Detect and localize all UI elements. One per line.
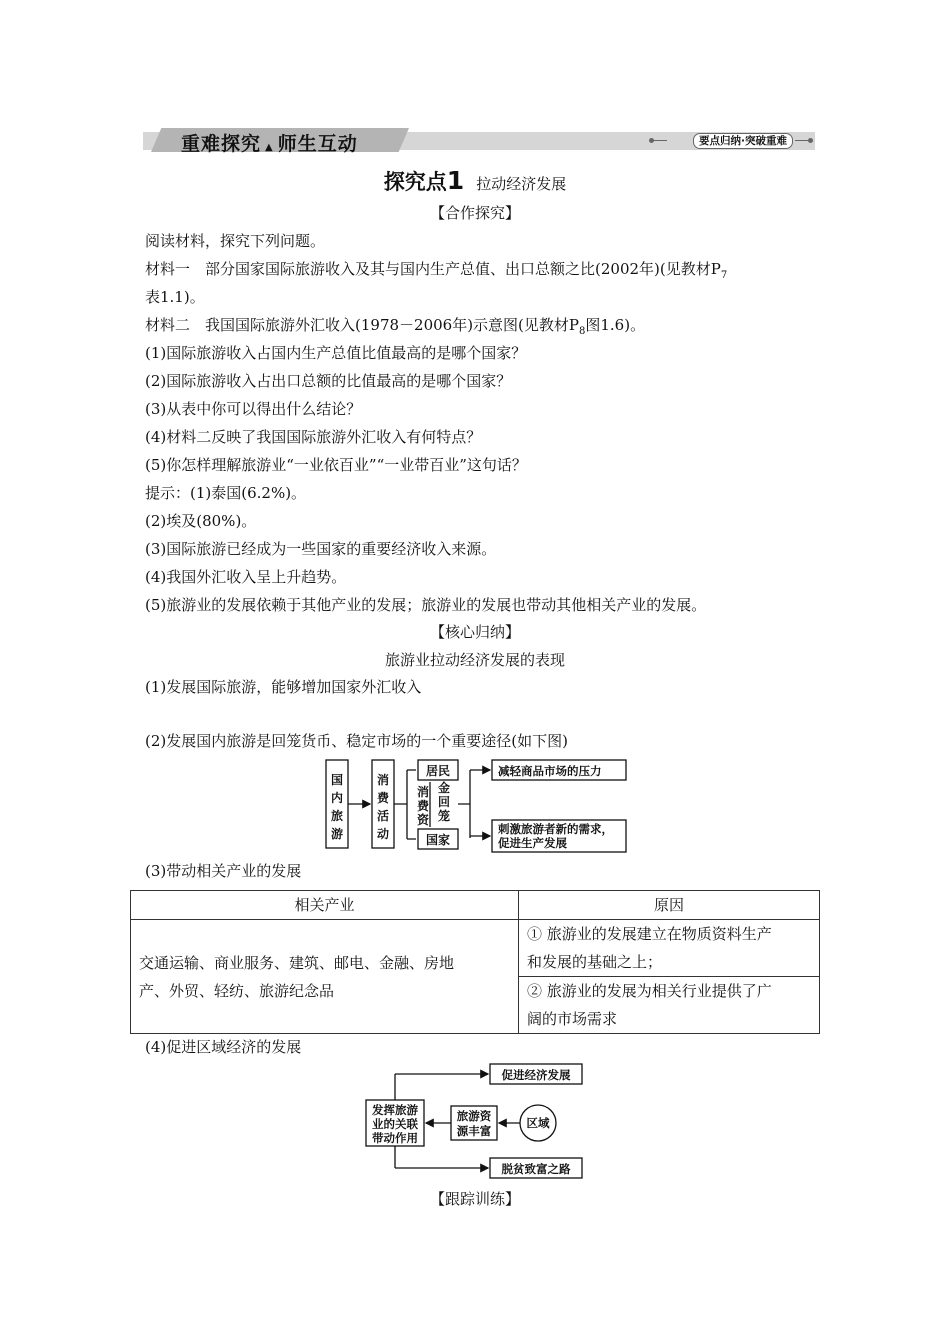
divider xyxy=(653,140,667,141)
reason-cell-2 xyxy=(519,977,820,1034)
material2-text xyxy=(145,315,645,342)
diagram-char: 消 xyxy=(376,773,390,787)
diagram-char: 资 xyxy=(416,813,430,827)
answer: (3)国际旅游已经成为一些国家的重要经济收入来源。 xyxy=(145,540,497,558)
answer: (4)我国外汇收入呈上升趋势。 xyxy=(145,568,347,586)
question: (2)国际旅游收入占出口总额的比值最高的是哪个国家？ xyxy=(145,372,512,390)
diagram-char: 笼 xyxy=(437,809,451,823)
section-banner xyxy=(143,128,815,155)
connector xyxy=(458,770,470,838)
diagram-char: 金 xyxy=(437,781,451,795)
resident-label: 居民 xyxy=(425,764,451,778)
banner-right-label: 要点归纳·突破重难 xyxy=(693,133,793,149)
bottom-label: 脱贫致富之路 xyxy=(501,1162,571,1176)
material1-subscript: 7 xyxy=(720,270,728,281)
result-2-line2: 促进生产发展 xyxy=(498,836,567,850)
diagram-char: 费 xyxy=(416,799,430,813)
reason2-line1: ② 旅游业的发展为相关行业提供了广 xyxy=(527,982,772,1000)
answer: (2)埃及(80%)。 xyxy=(145,512,257,530)
top-label: 促进经济发展 xyxy=(501,1068,571,1082)
question: (5)你怎样理解旅游业“一业依百业”“一业带百业”这句话？ xyxy=(145,456,527,474)
banner-title-part1: 重难探究 xyxy=(181,133,262,155)
reason2-line2: 阔的市场需求 xyxy=(527,1010,618,1028)
effect-line3: 带动作用 xyxy=(372,1131,418,1145)
core-point-2: (2)发展国内旅游是回笼货币、稳定市场的一个重要途径(如下图) xyxy=(145,732,568,750)
diagram-char: 内 xyxy=(330,791,344,805)
diagram-char: 回 xyxy=(437,795,451,809)
diagram-char: 费 xyxy=(376,791,390,805)
answer: 提示：(1)泰国(6.2%)。 xyxy=(145,484,307,502)
intro-text: 阅读材料，探究下列问题。 xyxy=(145,232,326,250)
core-subtitle: 旅游业拉动经济发展的表现 xyxy=(384,651,565,669)
currency-return-diagram xyxy=(320,754,630,854)
diagram-char: 国 xyxy=(330,773,344,787)
core-point-4: (4)促进区域经济的发展 xyxy=(145,1038,302,1056)
resource-line1: 旅游资 xyxy=(456,1109,492,1123)
diagram-char: 活 xyxy=(376,809,390,823)
section-topic: 拉动经济发展 xyxy=(476,175,567,193)
reason1-line1: ① 旅游业的发展建立在物质资料生产 xyxy=(527,925,772,943)
banner-title xyxy=(181,129,358,156)
connector xyxy=(394,770,416,839)
result-1-label: 减轻商品市场的压力 xyxy=(498,764,602,778)
industries-line1: 交通运输、商业服务、建筑、邮电、金融、房地 xyxy=(139,953,455,972)
section-title xyxy=(0,166,950,196)
cooperative-heading: 【合作探究】 xyxy=(429,204,520,222)
dot-icon xyxy=(808,138,813,143)
core-point-3: (3)带动相关产业的发展 xyxy=(145,862,302,880)
industries-line2: 产、外贸、轻纺、旅游纪念品 xyxy=(139,981,335,1000)
diagram-char: 消 xyxy=(416,785,430,799)
answer: (5)旅游业的发展依赖于其他产业的发展；旅游业的发展也带动其他相关产业的发展。 xyxy=(145,596,707,614)
table-header: 原因 xyxy=(519,891,820,920)
material2-post: 图1.6)。 xyxy=(585,316,646,334)
divider xyxy=(795,140,809,141)
material1-text xyxy=(145,259,727,286)
table-header: 相关产业 xyxy=(131,891,519,920)
diagram-char: 游 xyxy=(330,827,344,841)
industries-cell xyxy=(131,920,519,1034)
table-header-row xyxy=(131,891,820,920)
core-point-1: (1)发展国际旅游，能够增加国家外汇收入 xyxy=(145,678,422,696)
result-2-line1: 刺激旅游者新的需求， xyxy=(498,822,613,836)
effect-line2: 业的关联 xyxy=(372,1117,418,1131)
section-label: 探究点 xyxy=(383,170,447,194)
regional-economy-diagram xyxy=(362,1060,587,1182)
reason1-line2: 和发展的基础之上； xyxy=(527,953,663,971)
tracking-heading: 【跟踪训练】 xyxy=(429,1190,520,1208)
region-label: 区域 xyxy=(526,1116,550,1130)
material1-line1: 材料一 部分国家国际旅游收入及其与国内生产总值、出口总额之比(2002年)(见教材P xyxy=(145,260,721,278)
diagram-char: 动 xyxy=(376,827,390,841)
question: (3)从表中你可以得出什么结论？ xyxy=(145,400,362,418)
section-number: 1 xyxy=(446,166,465,195)
table-row xyxy=(131,920,820,977)
question: (4)材料二反映了我国国际旅游外汇收入有何特点？ xyxy=(145,428,482,446)
material2-pre: 材料二 我国国际旅游外汇收入(1978－2006年)示意图(见教材P xyxy=(145,316,579,334)
triangle-icon: ▲ xyxy=(265,142,274,153)
material2-subscript: 8 xyxy=(579,326,586,337)
reason-cell-1 xyxy=(519,920,820,977)
related-industries-table xyxy=(130,890,820,1034)
diagram-char: 旅 xyxy=(330,809,344,823)
banner-title-part2: 师生互动 xyxy=(277,133,358,155)
state-label: 国家 xyxy=(425,833,451,847)
material1-line2: 表1.1)。 xyxy=(145,288,205,306)
effect-line1: 发挥旅游 xyxy=(372,1103,418,1117)
question: (1)国际旅游收入占国内生产总值比值最高的是哪个国家？ xyxy=(145,344,527,362)
core-heading: 【核心归纳】 xyxy=(429,623,520,641)
resource-line2: 源丰富 xyxy=(456,1124,492,1138)
